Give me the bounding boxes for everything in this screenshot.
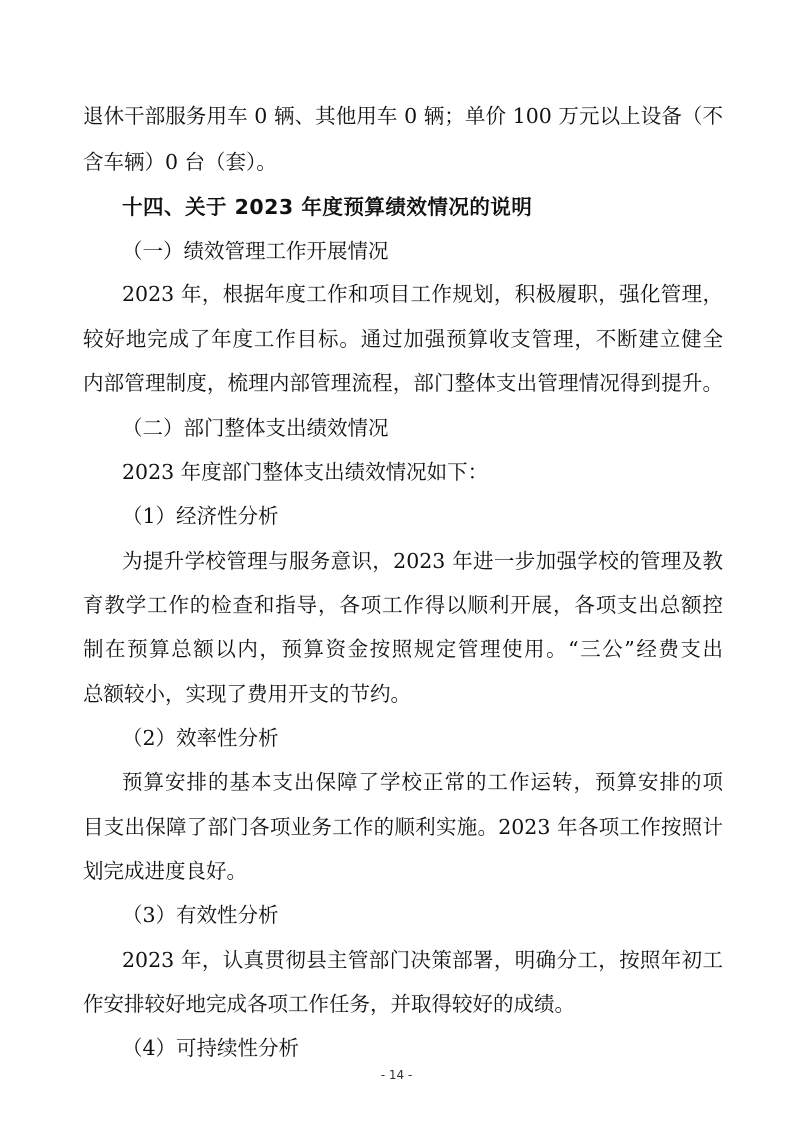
- body-line: 2023 年，根据年度工作和项目工作规划，积极履职，强化管理，: [122, 282, 723, 306]
- body-line: 较好地完成了年度工作目标。通过加强预算收支管理，不断建立健全: [83, 327, 723, 351]
- body-line: 育教学工作的检查和指导，各项工作得以顺利开展，各项支出总额控: [83, 593, 723, 617]
- body-line: 为提升学校管理与服务意识，2023 年进一步加强学校的管理及教: [122, 549, 723, 573]
- body-line: 含车辆）0 台（套）。: [83, 150, 277, 174]
- body-line: 目支出保障了部门各项业务工作的顺利实施。2023 年各项工作按照计: [83, 815, 723, 839]
- analysis-heading: （3）有效性分析: [122, 903, 279, 927]
- analysis-heading: （2）效率性分析: [122, 726, 279, 750]
- body-line: 预算安排的基本支出保障了学校正常的工作运转，预算安排的项: [122, 770, 723, 794]
- analysis-heading: （4）可持续性分析: [122, 1036, 300, 1060]
- body-line: 2023 年度部门整体支出绩效情况如下：: [122, 460, 489, 484]
- body-line: 内部管理制度，梳理内部管理流程，部门整体支出管理情况得到提升。: [83, 371, 723, 395]
- subsection-heading: （一）绩效管理工作开展情况: [122, 239, 389, 263]
- body-line: 退休干部服务用车 0 辆、其他用车 0 辆；单价 100 万元以上设备（不: [83, 104, 723, 128]
- section-heading: 十四、关于 2023 年度预算绩效情况的说明: [122, 195, 533, 219]
- body-line: 作安排较好地完成各项工作任务，并取得较好的成绩。: [83, 992, 575, 1016]
- body-line: 2023 年，认真贯彻县主管部门决策部署，明确分工，按照年初工: [122, 948, 723, 972]
- body-line: 制在预算总额以内，预算资金按照规定管理使用。“三公”经费支出: [83, 637, 723, 661]
- page-number: - 14 -: [380, 1068, 413, 1082]
- body-line: 总额较小，实现了费用开支的节约。: [83, 682, 411, 706]
- analysis-heading: （1）经济性分析: [122, 504, 279, 528]
- subsection-heading: （二）部门整体支出绩效情况: [122, 416, 389, 440]
- body-line: 划完成进度良好。: [83, 859, 247, 883]
